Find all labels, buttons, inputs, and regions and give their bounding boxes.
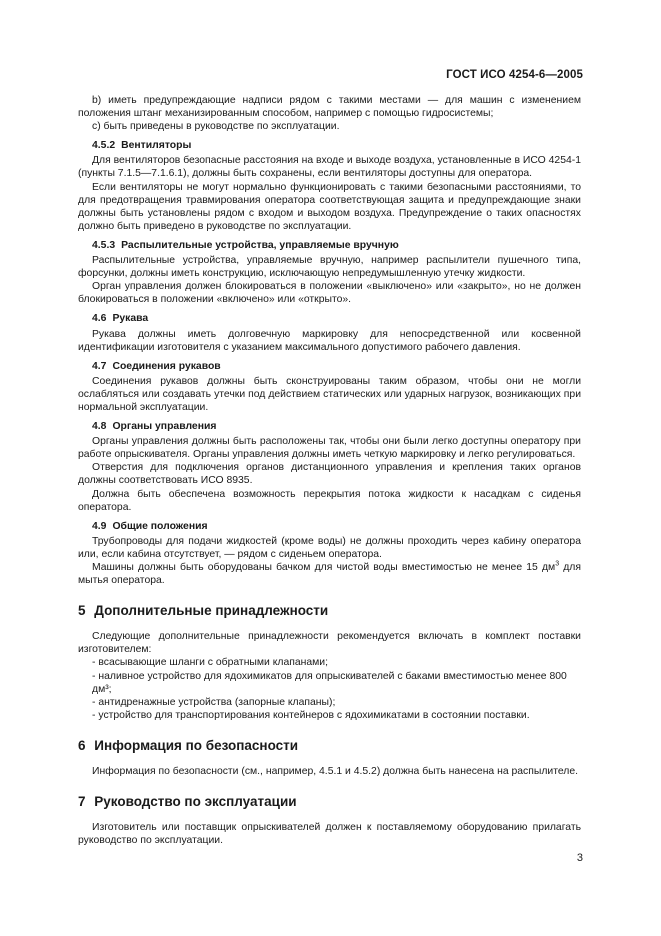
section-heading-4-9 bbox=[78, 520, 581, 533]
section-title: Рукава bbox=[112, 313, 149, 325]
paragraph: Распылительные устройства, управляемые вручную, например распылители пушечного типа, форсунки, должны иметь конструкцию, исключающую непредумышленную утечку жидкости. bbox=[78, 255, 581, 280]
paragraph: Рукава должны иметь долговечную маркировку для непосредственной или косвенной идентификации изготовителя с указанием максимального допустимого рабочего давления. bbox=[78, 328, 581, 353]
list-item: - антидренажные устройства (запорные клапаны); bbox=[78, 696, 581, 709]
paragraph: Должна быть обеспечена возможность перекрытия потока жидкости к насадкам с сиденья оператора. bbox=[78, 488, 581, 513]
list-item: - наливное устройство для ядохимикатов для опрыскивателей с баками вместимостью менее 800 дм³; bbox=[78, 670, 581, 696]
paragraph: Отверстия для подключения органов дистанционного управления и крепления таких органов должны соответствовать ИСО 8935. bbox=[78, 462, 581, 487]
list-item: - всасывающие шланги с обратными клапанами; bbox=[78, 656, 581, 669]
paragraph: Соединения рукавов должны быть сконструированы таким образом, чтобы они не могли ослабляться или создавать утечки под действием статических или ударных нагрузок, возникающих при нормальной эксплуатации. bbox=[78, 375, 581, 413]
section-heading-4-6 bbox=[78, 312, 581, 325]
section-heading-7 bbox=[78, 795, 581, 808]
section-number: 4.7 bbox=[92, 360, 107, 372]
section-title: Органы управления bbox=[112, 421, 217, 433]
page-number: 3 bbox=[576, 852, 583, 864]
section-title: Соединения рукавов bbox=[112, 360, 221, 372]
paragraph-text: для мытья оператора. bbox=[78, 562, 581, 587]
section-title: Руководство по эксплуатации bbox=[94, 794, 297, 810]
section-title: Информация по безопасности bbox=[94, 737, 299, 753]
section-heading-6 bbox=[78, 739, 581, 752]
section-heading-4-5-3 bbox=[78, 239, 581, 252]
section-number: 4.5.3 bbox=[92, 239, 116, 251]
intro-item-c: с) быть приведены в руководстве по эксплуатации. bbox=[92, 121, 340, 133]
paragraph: Органы управления должны быть расположены так, чтобы они были легко доступны оператору при работе опрыскивателя. Органы управления должны иметь четкую маркировку и легко регулироваться. bbox=[78, 436, 581, 461]
list-item: - устройство для транспортирования контейнеров с ядохимикатами в состоянии поставки. bbox=[78, 709, 581, 722]
section-title: Распылительные устройства, управляемые вручную bbox=[121, 239, 399, 251]
document-body bbox=[78, 94, 581, 847]
section-number: 4.5.2 bbox=[92, 140, 116, 152]
section-heading-4-8 bbox=[78, 420, 581, 433]
section-number: 5 bbox=[78, 603, 86, 619]
document-header: ГОСТ ИСО 4254-6—2005 bbox=[446, 69, 583, 81]
accessories-list bbox=[78, 656, 581, 721]
section-heading-4-7 bbox=[78, 360, 581, 373]
section-title: Общие положения bbox=[112, 520, 208, 532]
section-number: 4.8 bbox=[92, 421, 107, 433]
section-title: Вентиляторы bbox=[121, 140, 192, 152]
paragraph bbox=[78, 561, 581, 587]
paragraph: Трубопроводы для подачи жидкостей (кроме воды) не должны проходить через кабину оператора или, если кабина отсутствует, — рядом с сиденьем оператора. bbox=[78, 535, 581, 560]
intro-item-b: b) иметь предупреждающие надписи рядом с такими местами — для машин с изменением положения штанг механизированным способом, например с помощью гидросистемы; bbox=[78, 95, 581, 120]
section-number: 4.9 bbox=[92, 520, 107, 532]
paragraph: Информация по безопасности (см., например, 4.5.1 и 4.5.2) должна быть нанесена на распылителе. bbox=[92, 766, 579, 778]
section-number: 6 bbox=[78, 737, 86, 753]
paragraph: Изготовитель или поставщик опрыскивателей должен к поставляемому оборудованию прилагать руководство по эксплуатации. bbox=[78, 822, 581, 847]
section-heading-4-5-2 bbox=[78, 139, 581, 152]
section-heading-5 bbox=[78, 604, 581, 617]
section-number: 7 bbox=[78, 794, 86, 810]
superscript: 3 bbox=[555, 560, 560, 568]
section-number: 4.6 bbox=[92, 313, 107, 325]
paragraph-text: Машины должны быть оборудованы бачком для чистой воды вместимостью не менее 15 дм bbox=[92, 562, 556, 573]
section-title: Дополнительные принадлежности bbox=[94, 603, 329, 619]
paragraph: Для вентиляторов безопасные расстояния на входе и выходе воздуха, установленные в ИСО 4254-1 (пункты 7.1.5—7.1.6.1), должны быть сохранены, если вентиляторы доступны для оператора. bbox=[78, 155, 581, 180]
paragraph: Орган управления должен блокироваться в положении «выключено» или «закрыто», но не должен блокироваться в положении «включено» или «открыто». bbox=[78, 281, 581, 306]
paragraph: Следующие дополнительные принадлежности рекомендуется включать в комплект поставки изготовителем: bbox=[78, 631, 581, 656]
paragraph: Если вентиляторы не могут нормально функционировать с такими безопасными расстояниями, то для предотвращения травмирования оператора соответствующая защита и предупреждающие знаки должны быть установлены рядом с входом и выходом воздуха. Предупреждение о таких опасностях должно быть приведено в руководстве по эксплуатации. bbox=[78, 181, 581, 232]
